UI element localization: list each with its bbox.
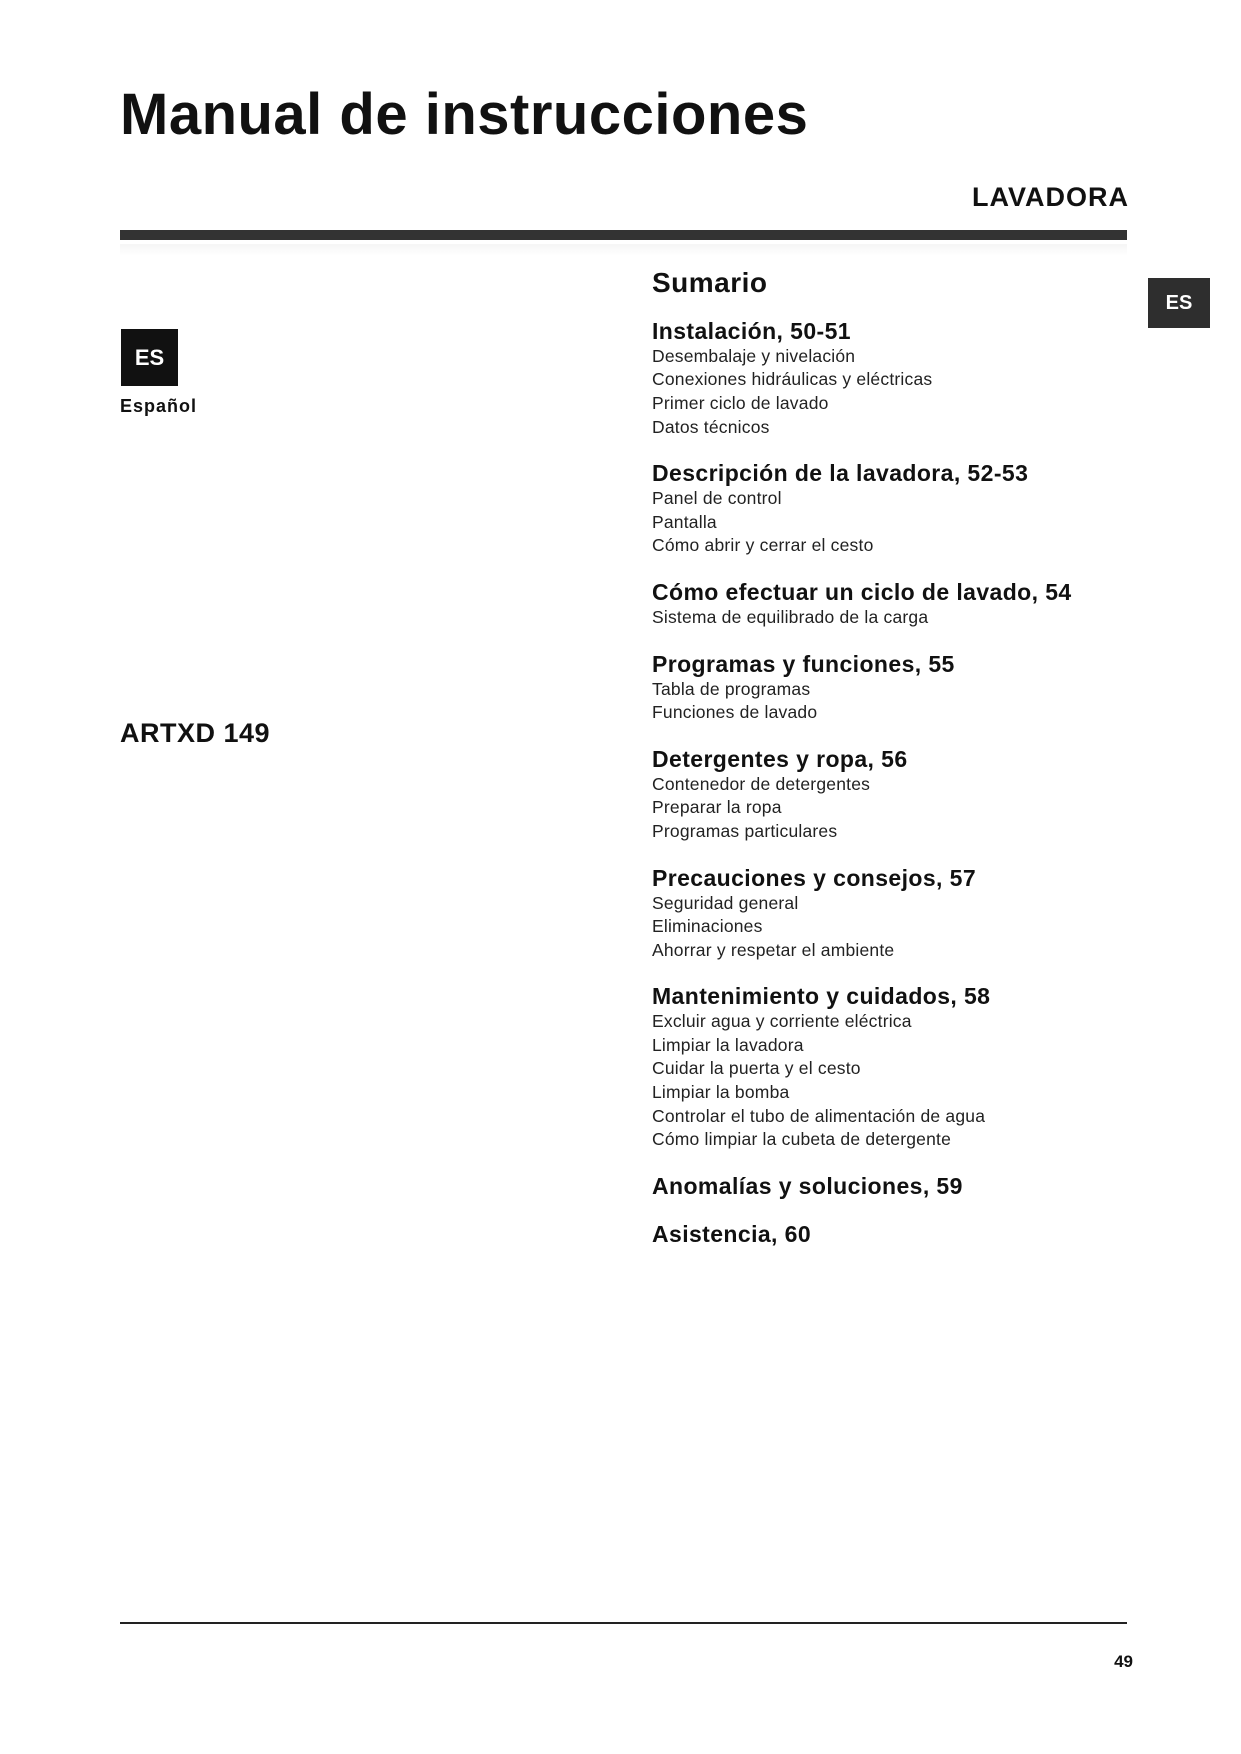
toc-section-title: Programas y funciones, 55 [652,650,955,677]
product-type: LAVADORA [972,182,1129,212]
page-title: Manual de instrucciones [120,82,809,147]
toc-sections [652,317,1132,1248]
toc-item-list [652,892,1132,963]
language-badge: ES [121,329,178,386]
toc-item: Desembalaje y nivelación [652,345,856,366]
model-name: ARTXD 149 [120,718,271,748]
toc-item: Limpiar la lavadora [652,1034,804,1055]
toc-section [652,1172,1132,1200]
toc-item: Ahorrar y respetar el ambiente [652,939,895,960]
toc-section [652,578,1132,630]
toc-section [652,459,1132,558]
toc-item: Panel de control [652,488,782,509]
language-side-tab: ES [1148,278,1210,328]
toc-item-list [652,345,1132,439]
header-divider-shadow [120,244,1127,256]
toc-item: Controlar el tubo de alimentación de agua [652,1105,986,1126]
toc-item: Cómo limpiar la cubeta de detergente [652,1129,952,1150]
toc-section [652,982,1132,1152]
toc-item-list [652,1010,1132,1152]
toc-item: Datos técnicos [652,416,770,437]
toc-item-list [652,606,1132,630]
toc-section [652,745,1132,844]
page-number: 49 [1114,1652,1133,1671]
toc-item: Cuidar la puerta y el cesto [652,1058,861,1079]
toc-section-title: Asistencia, 60 [652,1220,812,1247]
toc-section [652,1220,1132,1248]
toc-item: Conexiones hidráulicas y eléctricas [652,369,933,390]
toc-item: Programas particulares [652,820,838,841]
toc-item: Pantalla [652,511,717,532]
toc-section [652,864,1132,963]
toc-item: Contenedor de detergentes [652,773,871,794]
toc-section-title: Instalación, 50-51 [652,317,851,344]
toc-section-title: Mantenimiento y cuidados, 58 [652,983,991,1010]
toc-item: Primer ciclo de lavado [652,392,829,413]
toc-item: Funciones de lavado [652,702,818,723]
toc-item: Tabla de programas [652,678,811,699]
header-divider [120,230,1127,240]
toc-section-title: Anomalías y soluciones, 59 [652,1172,963,1199]
toc-item-list [652,487,1132,558]
toc-item: Limpiar la bomba [652,1082,790,1103]
toc-section [652,317,1132,439]
toc-section-title: Descripción de la lavadora, 52-53 [652,460,1029,487]
toc-item: Eliminaciones [652,916,763,937]
language-name: Español [120,396,198,416]
toc-item: Seguridad general [652,892,799,913]
toc-item-list [652,773,1132,844]
toc-item: Excluir agua y corriente eléctrica [652,1011,912,1032]
toc-item: Preparar la ropa [652,797,782,818]
table-of-contents [652,268,1132,1268]
footer-divider [120,1622,1127,1624]
toc-heading: Sumario [652,267,768,298]
toc-item: Sistema de equilibrado de la carga [652,606,929,627]
toc-item-list [652,678,1132,725]
toc-section-title: Precauciones y consejos, 57 [652,864,977,891]
toc-section-title: Detergentes y ropa, 56 [652,745,908,772]
toc-section [652,650,1132,725]
toc-item: Cómo abrir y cerrar el cesto [652,535,874,556]
toc-section-title: Cómo efectuar un ciclo de lavado, 54 [652,578,1072,605]
